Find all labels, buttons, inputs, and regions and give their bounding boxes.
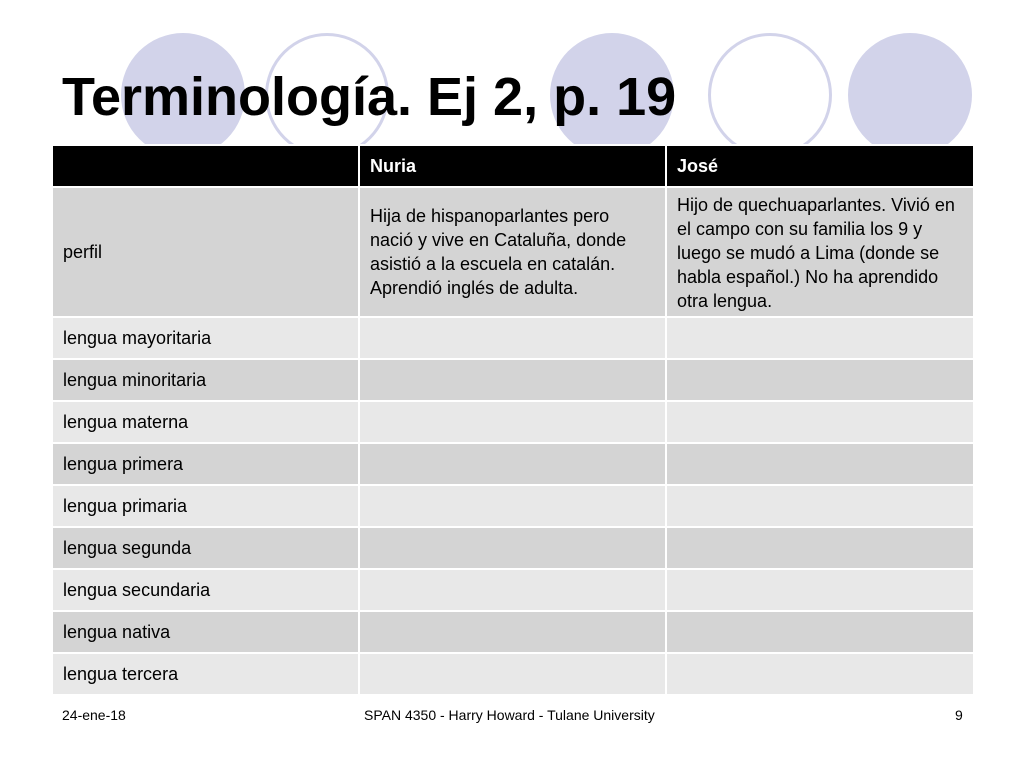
footer-page-number: 9 bbox=[955, 707, 963, 723]
profile-row bbox=[52, 187, 974, 317]
answer-cell-jose bbox=[666, 611, 974, 653]
answer-cell-nuria bbox=[359, 527, 666, 569]
answer-cell-jose bbox=[666, 317, 974, 359]
table-row bbox=[52, 653, 974, 695]
table-row bbox=[52, 317, 974, 359]
answer-cell-nuria bbox=[359, 359, 666, 401]
row-label: lengua minoritaria bbox=[52, 359, 359, 401]
row-label: perfil bbox=[52, 187, 359, 317]
row-label: lengua secundaria bbox=[52, 569, 359, 611]
decorative-circle bbox=[848, 33, 972, 157]
answer-cell-jose bbox=[666, 359, 974, 401]
answer-cell-jose bbox=[666, 485, 974, 527]
answer-cell-nuria bbox=[359, 401, 666, 443]
table-row bbox=[52, 611, 974, 653]
header-cell-nuria: Nuria bbox=[359, 145, 666, 187]
header-cell-jose: José bbox=[666, 145, 974, 187]
row-label: lengua materna bbox=[52, 401, 359, 443]
answer-cell-nuria bbox=[359, 317, 666, 359]
table-row bbox=[52, 401, 974, 443]
terminology-table bbox=[51, 144, 975, 696]
answer-cell-jose bbox=[666, 401, 974, 443]
row-label: lengua primaria bbox=[52, 485, 359, 527]
row-label: lengua tercera bbox=[52, 653, 359, 695]
row-label: lengua nativa bbox=[52, 611, 359, 653]
answer-cell-nuria bbox=[359, 611, 666, 653]
row-label: lengua segunda bbox=[52, 527, 359, 569]
profile-cell-nuria: Hija de hispanoparlantes pero nació y vive en Cataluña, donde asistió a la escuela en catalán. Aprendió inglés de adulta. bbox=[359, 187, 666, 317]
table-row bbox=[52, 569, 974, 611]
answer-cell-nuria bbox=[359, 485, 666, 527]
answer-cell-jose bbox=[666, 653, 974, 695]
answer-cell-nuria bbox=[359, 653, 666, 695]
answer-cell-nuria bbox=[359, 443, 666, 485]
footer-date: 24-ene-18 bbox=[62, 707, 126, 723]
decorative-circle bbox=[708, 33, 832, 157]
table-row bbox=[52, 527, 974, 569]
table-header-row bbox=[52, 145, 974, 187]
answer-cell-jose bbox=[666, 443, 974, 485]
answer-cell-jose bbox=[666, 527, 974, 569]
table-row bbox=[52, 443, 974, 485]
row-label: lengua mayoritaria bbox=[52, 317, 359, 359]
header-cell-empty bbox=[52, 145, 359, 187]
slide-title: Terminología. Ej 2, p. 19 bbox=[62, 67, 677, 127]
row-label: lengua primera bbox=[52, 443, 359, 485]
table-row bbox=[52, 485, 974, 527]
answer-cell-jose bbox=[666, 569, 974, 611]
answer-cell-nuria bbox=[359, 569, 666, 611]
footer-course: SPAN 4350 - Harry Howard - Tulane University bbox=[364, 707, 655, 723]
profile-cell-jose: Hijo de quechuaparlantes. Vivió en el campo con su familia los 9 y luego se mudó a Lima (donde se habla español.) No ha aprendido otra lengua. bbox=[666, 187, 974, 317]
table-row bbox=[52, 359, 974, 401]
